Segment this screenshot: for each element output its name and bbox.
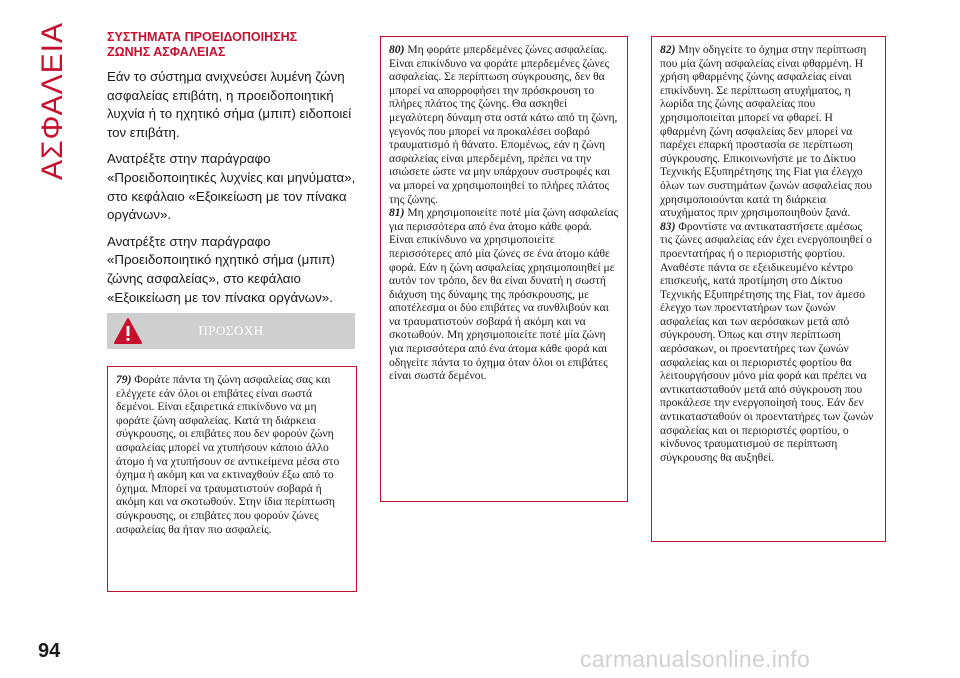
paragraph-3: Ανατρέξτε στην παράγραφο «Προειδοποιητικό ηχητικό σήμα (μπιπ) ζώνης ασφαλείας», στο κεφάλαιο «Εξοικείωση με τον πίνακα οργάνων». [107,233,335,305]
note-box-80-81 [380,36,628,502]
note-79-text: Φοράτε πάντα τη ζώνη ασφαλείας σας και ελέγχετε εάν όλοι οι επιβάτες είναι σωστά δεμένοι. Είναι εξαιρετικά επικίνδυνο να μη φοράτε ζώνη ασφαλείας. Κατά τη διάρκεια σύγκρουσης, οι επιβάτες που δεν φορούν ζώνη ασφαλείας μπορεί να χτυπήσουν κάποιο άλλο άτομο ή να χτυπήσουν σε αντικείμενα μέσα στο όχημα ή ακόμη και να εκτιναχθούν έξω από το όχημα. Μπορεί να τραυματιστούν σοβαρά ή ακόμη και να σκοτωθούν. Στην ίδια περίπτωση σύγκρουσης, οι επιβάτες που φορούν ζώνες ασφαλείας θα ήταν πιο ασφαλείς. [116,373,340,536]
section-tab [28,21,78,181]
paragraph-2: Ανατρέξτε στην παράγραφο «Προειδοποιητικές λυχνίες και μηνύματα», στο κεφάλαιο «Εξοικείωση με τον πίνακα οργάνων». [107,151,356,223]
watermark: carmanualsonline.info [580,646,811,672]
note-81 [389,206,619,383]
note-79-number: 79) [116,373,132,386]
section-text [107,30,357,315]
note-80-text: Μη φοράτε μπερδεμένες ζώνες ασφαλείας. Είναι επικίνδυνο να φοράτε μπερδεμένες ζώνες ασφαλείας. Σε περίπτωση σύγκρουσης, δεν θα μπορεί να απορροφήσει την πρόσκρουση το πλήρες πλάτος της ζώνης. Θα ασκηθεί μεγαλύτερη δύναμη στα οστά κάτω από τη ζώνη, γεγονός που μπορεί να προκαλέσει σοβαρό τραυματισμό ή θάνατο. Επομένως, εάν η ζώνη ασφαλείας είναι μπερδεμένη, πρέπει να την ισιώσετε ώστε να μην υπάρχουν συστροφές και να μπορεί να χρησιμοποιηθεί το πλήρες πλάτος της ζώνης. [389,43,618,206]
note-82-text: Μην οδηγείτε το όχημα στην περίπτωση που μία ζώνη ασφαλείας είναι φθαρμένη. Η χρήση φθαρμένης ζώνης ασφαλείας είναι επικίνδυνη. Σε περίπτωση ατυχήματος, η λωρίδα της ζώνης ασφαλείας που χρησιμοποιείται μπορεί να φθαρεί. Η φθαρμένη ζώνη ασφαλείας δεν μπορεί να παρέχει επαρκή προστασία σε περίπτωση σύγκρουσης. Επικοινωνήστε με το Δίκτυο Τεχνικής Εξυπηρέτησης της Fiat για έλεγχο όλων των συστημάτων ζωνών ασφαλείας που χρησιμοποιούνται κατά τη διάρκεια ατυχήματος πριν χρησιμοποιηθούν ξανά. [660,43,872,220]
section-heading [107,30,357,60]
section-heading-line1: ΣΥΣΤΗΜΑΤΑ ΠΡΟΕΙΔΟΠΟΙΗΣΗΣ [107,30,298,44]
note-83-text: Φροντίστε να αντικαταστήσετε αμέσως τις ζώνες ασφαλείας εάν έχει ενεργοποιηθεί ο προεντατήρας ή ο περιοριστής φορτίου. Αναθέστε πάντα σε εξειδικευμένο κέντρο επισκευής, κατά προτίμηση στο Δίκτυο Τεχνικής Εξυπηρέτησης της Fiat, τον άμεσο έλεγχο των προεντατήρων των ζωνών ασφαλείας και των αερόσακων μετά από σύγκρουση. Όπως και στην περίπτωση αερόσακων, οι προεντατήρες των ζωνών ασφαλείας και οι περιοριστές φορτίου θα λειτουργήσουν μόνο μία φορά και πρέπει να αντικατασταθούν μετά από σύγκρουση που προκάλεσε την ενεργοποίησή τους. Εάν δεν αντικατασταθούν οι προεντατήρες των ζωνών ασφαλείας και οι περιοριστές φορτίου, ο κίνδυνος τραυματισμού σε περίπτωση σύγκρουσης θα αυξηθεί. [660,219,874,464]
note-80-number: 80) [389,43,405,56]
warning-banner [107,313,355,349]
note-81-text: Μη χρησιμοποιείτε ποτέ μία ζώνη ασφαλείας για περισσότερα από ένα άτομο κάθε φορά. Είναι επικίνδυνο να χρησιμοποιείτε περισσότερες από μία ζώνες σε ένα άτομο κάθε φορά. Εάν η ζώνη ασφαλείας χρησιμοποιηθεί με αυτόν τον τρόπο, δεν θα είναι δυνατή η σωστή διάχυση της δύναμης της πρόσκρουσης, με αποτέλεσμα οι δύο επιβάτες να συνθλιβούν και να τραυματιστούν σοβαρά ή ακόμη και να σκοτωθούν. Μη χρησιμοποιείτε ποτέ μία ζώνη για περισσότερα από ένα άτομα κάθε φορά και οδηγείτε πάντα το όχημα όταν όλοι οι επιβάτες είναι σωστά δεμένοι. [389,206,619,383]
warning-title: ΠΡΟΣΟΧΗ [198,323,264,338]
note-82 [660,43,877,220]
section-tab-label: ΑΣΦΑΛΕΙΑ [36,21,69,181]
note-79 [116,373,348,536]
paragraph-1: Εάν το σύστημα ανιχνεύσει λυμένη ζώνη ασφαλείας επιβάτη, η προειδοποιητική λυχνία ή το ηχητικό σήμα (μπιπ) ειδοποιεί τον επιβάτη. [107,69,352,140]
note-83-number: 83) [660,219,676,233]
note-box-82-83 [651,36,886,542]
page-number: 94 [38,640,61,662]
note-83 [660,220,877,465]
note-81-number: 81) [389,206,405,220]
note-box-79 [107,366,357,592]
note-80 [389,43,619,206]
section-heading-line2: ΖΩΝΗΣ ΑΣΦΑΛΕΙΑΣ [107,45,226,59]
note-82-number: 82) [660,43,676,56]
